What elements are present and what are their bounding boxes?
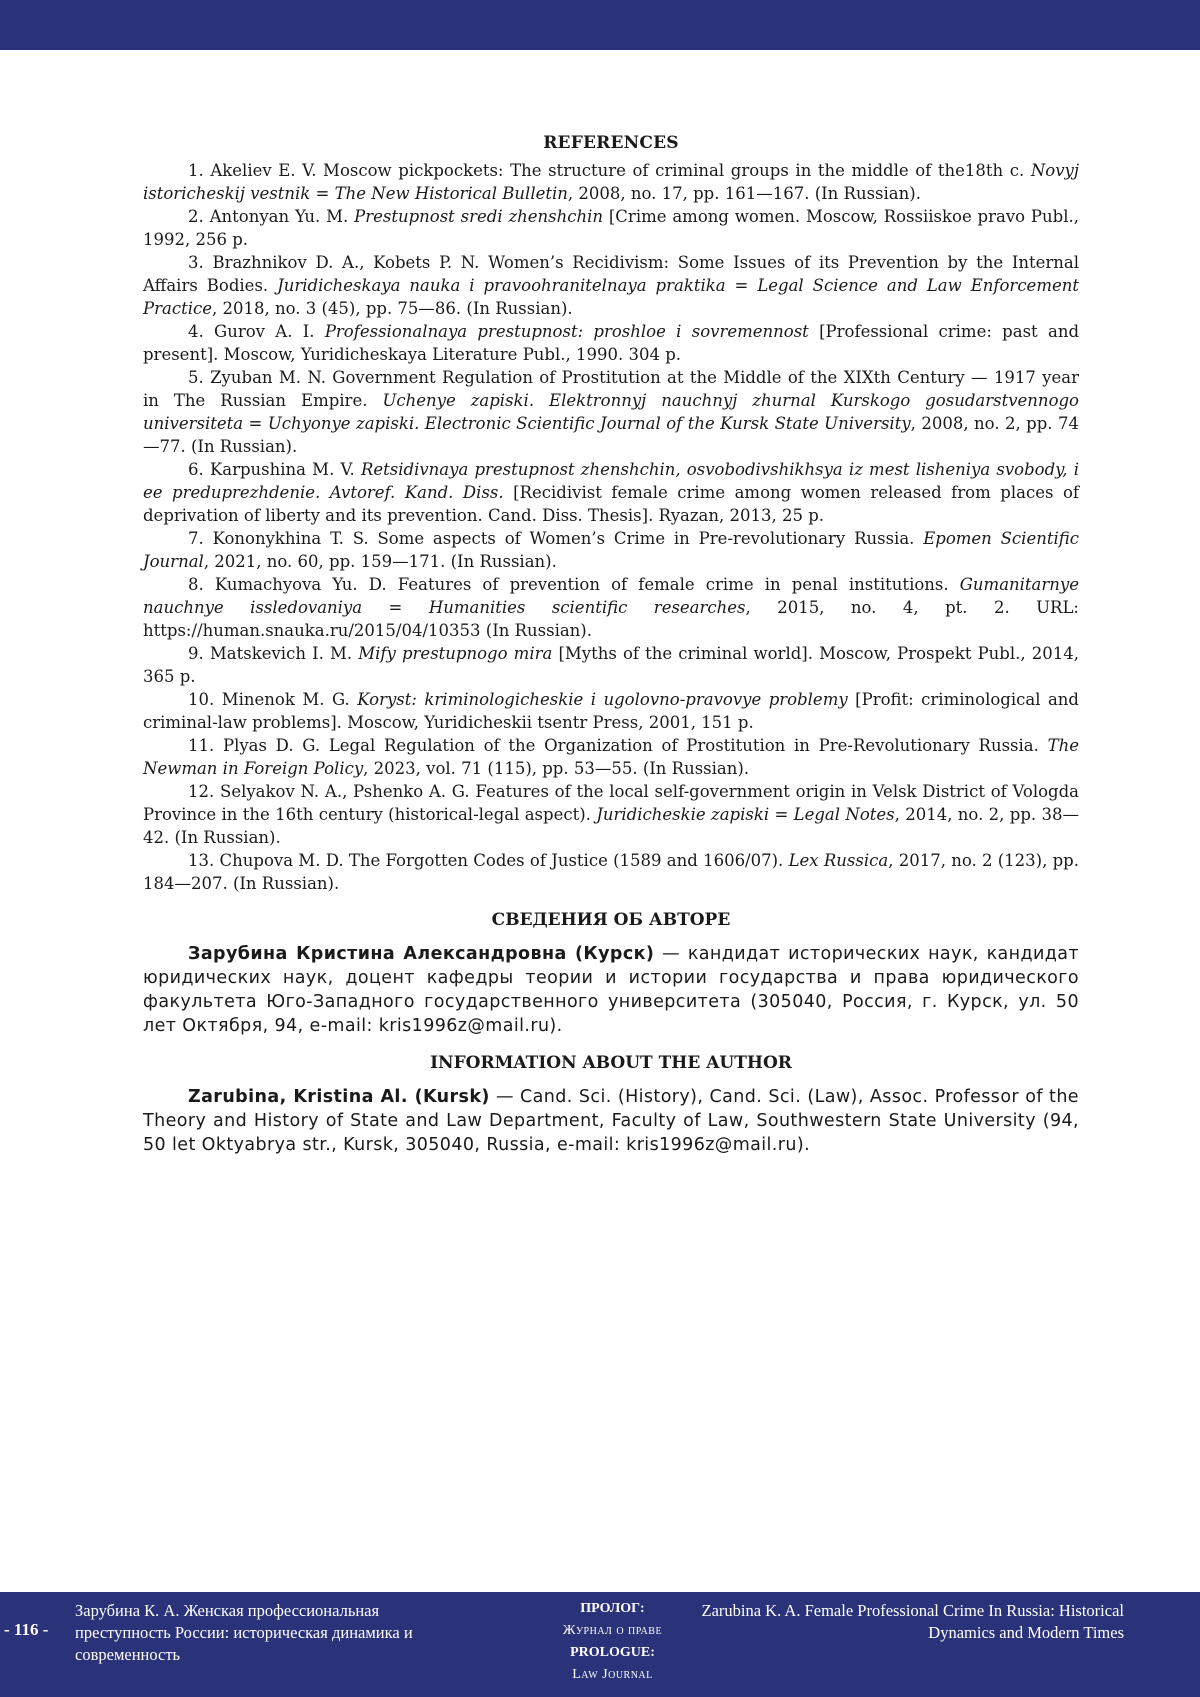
author-en-heading: INFORMATION ABOUT THE AUTHOR [430, 1053, 792, 1073]
author-ru-name: Зарубина Кристина Александровна (Курск) [188, 944, 655, 964]
reference-item: 9. Matskevich I. M. Mify prestupnogo mira [Myths of the criminal world]. Moscow, Prospekt Publ., 2014, 365 p. [143, 644, 1080, 686]
journal-ru-subtitle: Журнал о праве [562, 1623, 663, 1638]
reference-item: 6. Karpushina M. V. Retsidivnaya prestupnost zhenshchin, osvobodivshikhsya iz mest lisheniya svobody, i ee preduprezhdenie. Avtoref. Kand. Diss. [Recidivist female crime among women released from places of deprivation of liberty and its prevention. Cand. Diss. Thesis]. Ryazan, 2013, 25 p. [143, 460, 1079, 525]
page-content [143, 132, 1079, 1157]
header-bar [0, 0, 1200, 50]
author-en-name: Zarubina, Kristina Al. (Kursk) [188, 1087, 490, 1107]
author-en-info: Zarubina, Kristina Al. (Kursk) — Cand. Sci. (History), Cand. Sci. (Law), Assoc. Professor of the Theory and History of State and Law Department, Faculty of Law, Southwestern State University (94, 50 let Oktyabrya str., Kursk, 305040, Russia, e-mail: kris1996z@mail.ru). [143, 1087, 1079, 1155]
reference-item: 1. Akeliev E. V. Moscow pickpockets: The structure of criminal groups in the middle of the18th c. Novyj istoricheskij vestnik = The New Historical Bulletin, 2008, no. 17, pp. 161—167. (In Russian). [143, 161, 1079, 203]
footer-bar [0, 1592, 1200, 1697]
reference-item: 3. Brazhnikov D. A., Kobets P. N. Women’s Recidivism: Some Issues of its Prevention by the Internal Affairs Bodies. Juridicheskaya nauka i pravoohranitelnaya praktika = Legal Science and Law Enforcement Practice, 2018, no. 3 (45), pp. 75—86. (In Russian). [143, 253, 1080, 318]
footer-article-title-en: Zarubina K. A. Female Professional Crime In Russia: Historical Dynamics and Modern Times [701, 1601, 1124, 1642]
reference-item: 5. Zyuban M. N. Government Regulation of Prostitution at the Middle of the XIXth Century — 1917 year in The Russian Empire. Uchenye zapiski. Elektronnyj nauchnyj zhurnal Kurskogo gosudarstvennogo universiteta = Uchyonye zapiski. Electronic Scientific Journal of the Kursk State University, 2008, no. 2, pp. 74—77. (In Russian). [143, 368, 1079, 456]
reference-item: 2. Antonyan Yu. M. Prestupnost sredi zhenshchin [Crime among women. Moscow, Rossiiskoe pravo Publ., 1992, 256 p. [143, 207, 1079, 249]
reference-item: 8. Kumachyova Yu. D. Features of prevention of female crime in penal institutions. Gumanitarnye nauchnye issledovaniya = Humanities scientific researches, 2015, no. 4, pt. 2. URL: https://human.snauka.ru/2015/04/10353 (In Russian). [143, 575, 1079, 640]
references-list [143, 159, 1079, 895]
reference-item: 7. Kononykhina T. S. Some aspects of Women’s Crime in Pre-revolutionary Russia. Epomen Scientific Journal, 2021, no. 60, pp. 159—171. (In Russian). [143, 529, 1079, 571]
author-ru-heading: СВЕДЕНИЯ ОБ АВТОРЕ [491, 910, 731, 930]
reference-item: 12. Selyakov N. A., Pshenko A. G. Features of the local self-government origin in Velsk District of Vologda Province in the 16th century (historical-legal aspect). Juridicheskie zapiski = Legal Notes, 2014, no. 2, pp. 38—42. (In Russian). [143, 782, 1080, 847]
references-heading: REFERENCES [543, 133, 679, 153]
reference-item: 10. Minenok M. G. Koryst: kriminologicheskie i ugolovno-pravovye problemy [Profit: criminological and criminal-law problems]. Moscow, Yuridicheskii tsentr Press, 2001, 151 p. [143, 690, 1079, 732]
journal-name [520, 1598, 705, 1686]
journal-en-title: PROLOGUE: [570, 1645, 655, 1660]
author-ru-info: Зарубина Кристина Александровна (Курск) — кандидат исторических наук, кандидат юридических наук, доцент кафедры теории и истории государства и права юридического факультета Юго-Западного государственного университета (305040, Россия, г. Курск, ул. 50 лет Октября, 94, e-mail: kris1996z@mail.ru). [143, 944, 1079, 1036]
footer-article-title-ru: Зарубина К. А. Женская профессиональная преступность России: историческая динамика и современность [75, 1601, 413, 1664]
page-number: - 116 - [4, 1620, 49, 1639]
reference-item: 4. Gurov A. I. Professionalnaya prestupnost: proshloe i sovremennost [Professional crime: past and present]. Moscow, Yuridicheskaya Literature Publ., 1990. 304 p. [143, 322, 1080, 364]
reference-item: 13. Chupova M. D. The Forgotten Codes of Justice (1589 and 1606/07). Lex Russica, 2017, no. 2 (123), pp. 184—207. (In Russian). [143, 851, 1079, 893]
journal-ru-title: ПРОЛОГ: [580, 1601, 645, 1616]
journal-en-subtitle: Law Journal [572, 1667, 653, 1682]
reference-item: 11. Plyas D. G. Legal Regulation of the Organization of Prostitution in Pre-Revolutionary Russia. The Newman in Foreign Policy, 2023, vol. 71 (115), pp. 53—55. (In Russian). [143, 736, 1079, 778]
